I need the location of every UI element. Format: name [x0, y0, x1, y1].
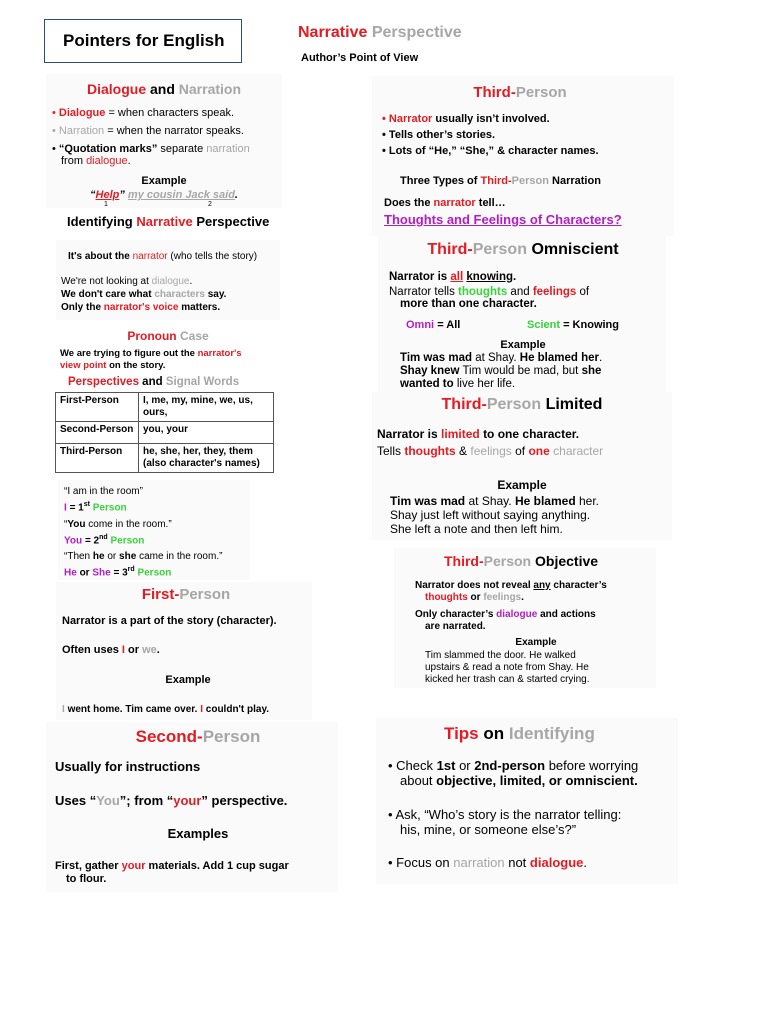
tips-bullet-1-cont: about objective, limited, or omniscient. [400, 773, 638, 788]
example-1: “I am in the room” [64, 486, 143, 497]
dialogue-example-num-2: 2 [208, 201, 212, 208]
third-person-heading: Third-Person [473, 84, 567, 101]
subtitle: Author’s Point of View [301, 52, 419, 64]
tips-bullet-3: • Focus on narration not dialogue. [388, 855, 587, 870]
example-3-answer: He or She = 3rd Person [64, 566, 172, 579]
second-person-card [46, 722, 338, 892]
table-cell: you, your [139, 422, 274, 444]
page-title-box [44, 19, 242, 63]
omniscient-card [378, 236, 666, 392]
identifying-heading: Identifying Narrative Perspective [67, 214, 270, 229]
example-2: “You come in the room.” [64, 519, 172, 530]
objective-line-1: Narrator does not reveal any character’s [415, 580, 607, 591]
objective-heading: Third-Person Objective [443, 553, 599, 569]
table-row [56, 444, 274, 473]
second-person-line-1: Usually for instructions [55, 759, 201, 774]
limited-line-2: Tells thoughts & feelings of one character [377, 444, 604, 458]
tips-heading: Tips on Identifying [444, 724, 595, 743]
limited-example-1: Tim was mad at Shay. He blamed her. [390, 494, 600, 508]
identifying-line-4: Only the narrator's voice matters. [61, 302, 221, 313]
table-row [56, 393, 274, 422]
dialogue-bullet-3: • “Quotation marks” separate narration [52, 143, 250, 155]
tips-card [376, 718, 678, 884]
dialogue-bullet-1: • Dialogue = when characters speak. [52, 107, 235, 119]
omniscient-line-3: more than one character. [400, 298, 537, 310]
pronoun-line-2: view point on the story. [60, 360, 166, 371]
identifying-card [56, 240, 280, 320]
table-row [56, 422, 274, 444]
second-person-example-1: First, gather your materials. Add 1 cup sugar [55, 860, 289, 872]
objective-example-1: Tim slammed the door. He walked [425, 650, 576, 661]
first-person-line-2: Often uses I or we. [62, 644, 160, 656]
third-person-card [372, 76, 674, 236]
example-2-answer: You = 2nd Person [64, 534, 145, 547]
third-person-types: Three Types of Third-Person Narration [400, 175, 601, 187]
tips-bullet-2: • Ask, “Who’s story is the narrator telling: [388, 807, 622, 822]
objective-line-4: are narrated. [425, 621, 486, 632]
third-person-does: Does the narrator tell… [384, 197, 506, 209]
objective-card [394, 548, 656, 688]
first-person-card [56, 582, 312, 720]
second-person-heading: Second-Person [135, 727, 261, 746]
omniscient-example-1: Tim was mad at Shay. He blamed her. [400, 352, 603, 364]
dialogue-card [46, 74, 282, 208]
dialogue-bullet-2: • Narration = when the narrator speaks. [52, 125, 244, 137]
third-person-bullet-3: • Lots of “He,” “She,” & character names. [382, 145, 599, 157]
omniscient-heading: Third-Person Omniscient [427, 241, 619, 258]
objective-example-label: Example [515, 637, 557, 648]
table-cell: First-Person [56, 393, 139, 422]
dialogue-example: “Help” my cousin Jack said. [90, 189, 238, 201]
dialogue-example-label: Example [141, 175, 187, 187]
omniscient-example-label: Example [500, 339, 546, 351]
second-person-line-2: Uses “You”; from “your” perspective. [55, 793, 288, 808]
table-cell: I, me, my, mine, we, us, ours, [139, 393, 274, 422]
table-cell: Third-Person [56, 444, 139, 473]
objective-example-2: upstairs & read a note from Shay. He [425, 662, 589, 673]
tips-bullet-2-cont: his, mine, or someone else’s?” [400, 822, 577, 837]
limited-example-label: Example [497, 478, 547, 492]
perspectives-heading: Perspectives and Signal Words [68, 376, 240, 388]
first-person-example-label: Example [165, 674, 211, 686]
objective-line-3: Only character’s dialogue and actions [415, 609, 596, 620]
objective-example-3: kicked her trash can & started crying. [425, 674, 590, 685]
second-person-example-2: to flour. [66, 873, 107, 885]
omniscient-line-2: Narrator tells thoughts and feelings of [389, 286, 590, 298]
first-person-example: I went home. Tim came over. I couldn't play. [62, 704, 270, 715]
main-heading: Narrative Perspective [298, 24, 462, 41]
limited-example-3: She left a note and then left him. [390, 522, 563, 536]
pronoun-heading: Pronoun Case [127, 329, 209, 343]
example-1-answer: I = 1st Person [64, 501, 127, 514]
tips-bullet-1: • Check 1st or 2nd-person before worrying [388, 758, 639, 773]
table-cell: he, she, her, they, them (also character's names) [139, 444, 274, 473]
pronoun-line-1: We are trying to figure out the narrator's [60, 348, 242, 359]
first-person-heading: First-Person [141, 586, 231, 603]
third-person-bullet-1: • Narrator usually isn’t involved. [382, 113, 550, 125]
third-person-bullet-2: • Tells other’s stories. [382, 129, 496, 141]
perspectives-table [55, 392, 274, 473]
page-title: Pointers for English [63, 31, 225, 50]
pronoun-examples-card [58, 480, 250, 580]
identifying-line-2: We're not looking at dialogue. [61, 276, 193, 287]
dialogue-bullet-3-cont: from dialogue. [61, 155, 131, 167]
limited-heading: Third-Person Limited [441, 396, 603, 413]
dialogue-example-num-1: 1 [104, 201, 108, 208]
omniscient-example-3: wanted to live her life. [400, 378, 516, 390]
second-person-examples-label: Examples [167, 826, 229, 841]
scient-meaning: Scient = Knowing [527, 319, 619, 331]
dialogue-heading: Dialogue and Narration [86, 81, 242, 97]
limited-example-2: Shay just left without saying anything. [390, 508, 591, 522]
identifying-line-1: It's about the narrator (who tells the story) [68, 251, 258, 262]
example-3: “Then he or she came in the room.” [64, 551, 223, 562]
omniscient-example-2: Shay knew Tim would be mad, but she [400, 365, 602, 377]
omniscient-line-1: Narrator is all knowing. [389, 271, 517, 283]
thoughts-feelings-link[interactable]: Thoughts and Feelings of Characters? [384, 212, 622, 227]
limited-line-1: Narrator is limited to one character. [377, 427, 580, 441]
objective-line-2: thoughts or feelings. [425, 592, 524, 603]
table-cell: Second-Person [56, 422, 139, 444]
omni-meaning: Omni = All [406, 319, 461, 331]
limited-card [372, 392, 672, 540]
identifying-line-3: We don't care what characters say. [61, 289, 227, 300]
first-person-line-1: Narrator is a part of the story (character). [62, 615, 277, 627]
